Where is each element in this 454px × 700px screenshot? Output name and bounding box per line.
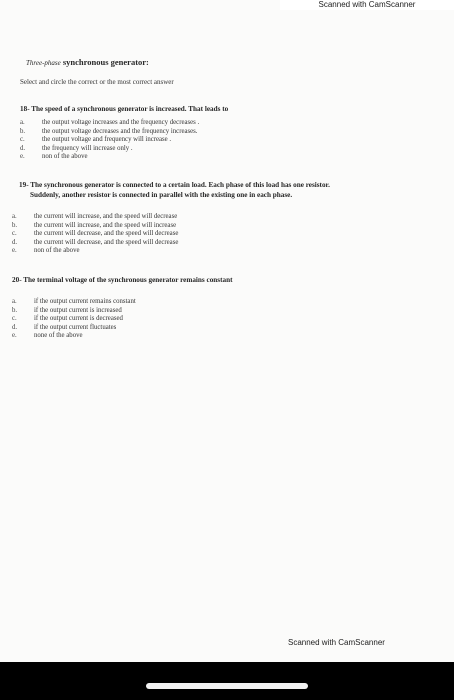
instruction-text: Select and circle the correct or the most correct answer	[20, 78, 174, 86]
title-main: synchronous generator:	[62, 57, 149, 67]
option[interactable]: d. if the output current fluctuates	[12, 323, 117, 331]
title-prefix: Three-phase	[26, 59, 61, 67]
option[interactable]: e. non of the above	[12, 247, 80, 254]
option[interactable]: b. if the output current is increased	[12, 306, 122, 314]
watermark-bottom: Scanned with CamScanner	[288, 638, 385, 647]
question-19-line1: 19- The synchronous generator is connected to a certain load. Each phase of this load has one resistor.	[19, 181, 330, 189]
option[interactable]: a. the output voltage increases and the frequency decreases .	[20, 119, 200, 126]
section-title	[26, 57, 149, 67]
option[interactable]: d. the current will decrease, and the speed will decrease	[12, 238, 179, 246]
question-19	[19, 180, 439, 200]
question-19-line2: Suddenly, another resistor is connected in parallel with the existing one in each phase.	[30, 191, 293, 199]
option[interactable]: c. the output voltage and frequency will increase .	[20, 136, 172, 143]
question-20-options	[12, 298, 136, 341]
option[interactable]: e. non of the above	[20, 153, 88, 160]
question-19-options	[12, 213, 178, 256]
option[interactable]: c. if the output current is decreased	[12, 315, 123, 322]
option[interactable]: d. the frequency will increase only .	[20, 144, 133, 152]
question-18: 18- The speed of a synchronous generator is increased. That leads to	[20, 105, 229, 113]
question-20: 20- The terminal voltage of the synchronous generator remains constant	[12, 276, 233, 284]
option[interactable]: b. the output voltage decreases and the frequency increases.	[20, 127, 198, 135]
watermark-top: Scanned with CamScanner	[280, 0, 454, 10]
home-indicator[interactable]	[146, 683, 308, 689]
option[interactable]: a. the current will increase, and the speed will decrease	[12, 213, 178, 220]
option[interactable]: e. none of the above	[12, 332, 83, 339]
option[interactable]: b. the current will increase, and the speed will increase	[12, 221, 177, 229]
option[interactable]: c. the current will decrease, and the speed will decrease	[12, 230, 179, 237]
question-18-options	[20, 119, 199, 162]
option[interactable]: a. if the output current remains constant	[12, 298, 136, 305]
